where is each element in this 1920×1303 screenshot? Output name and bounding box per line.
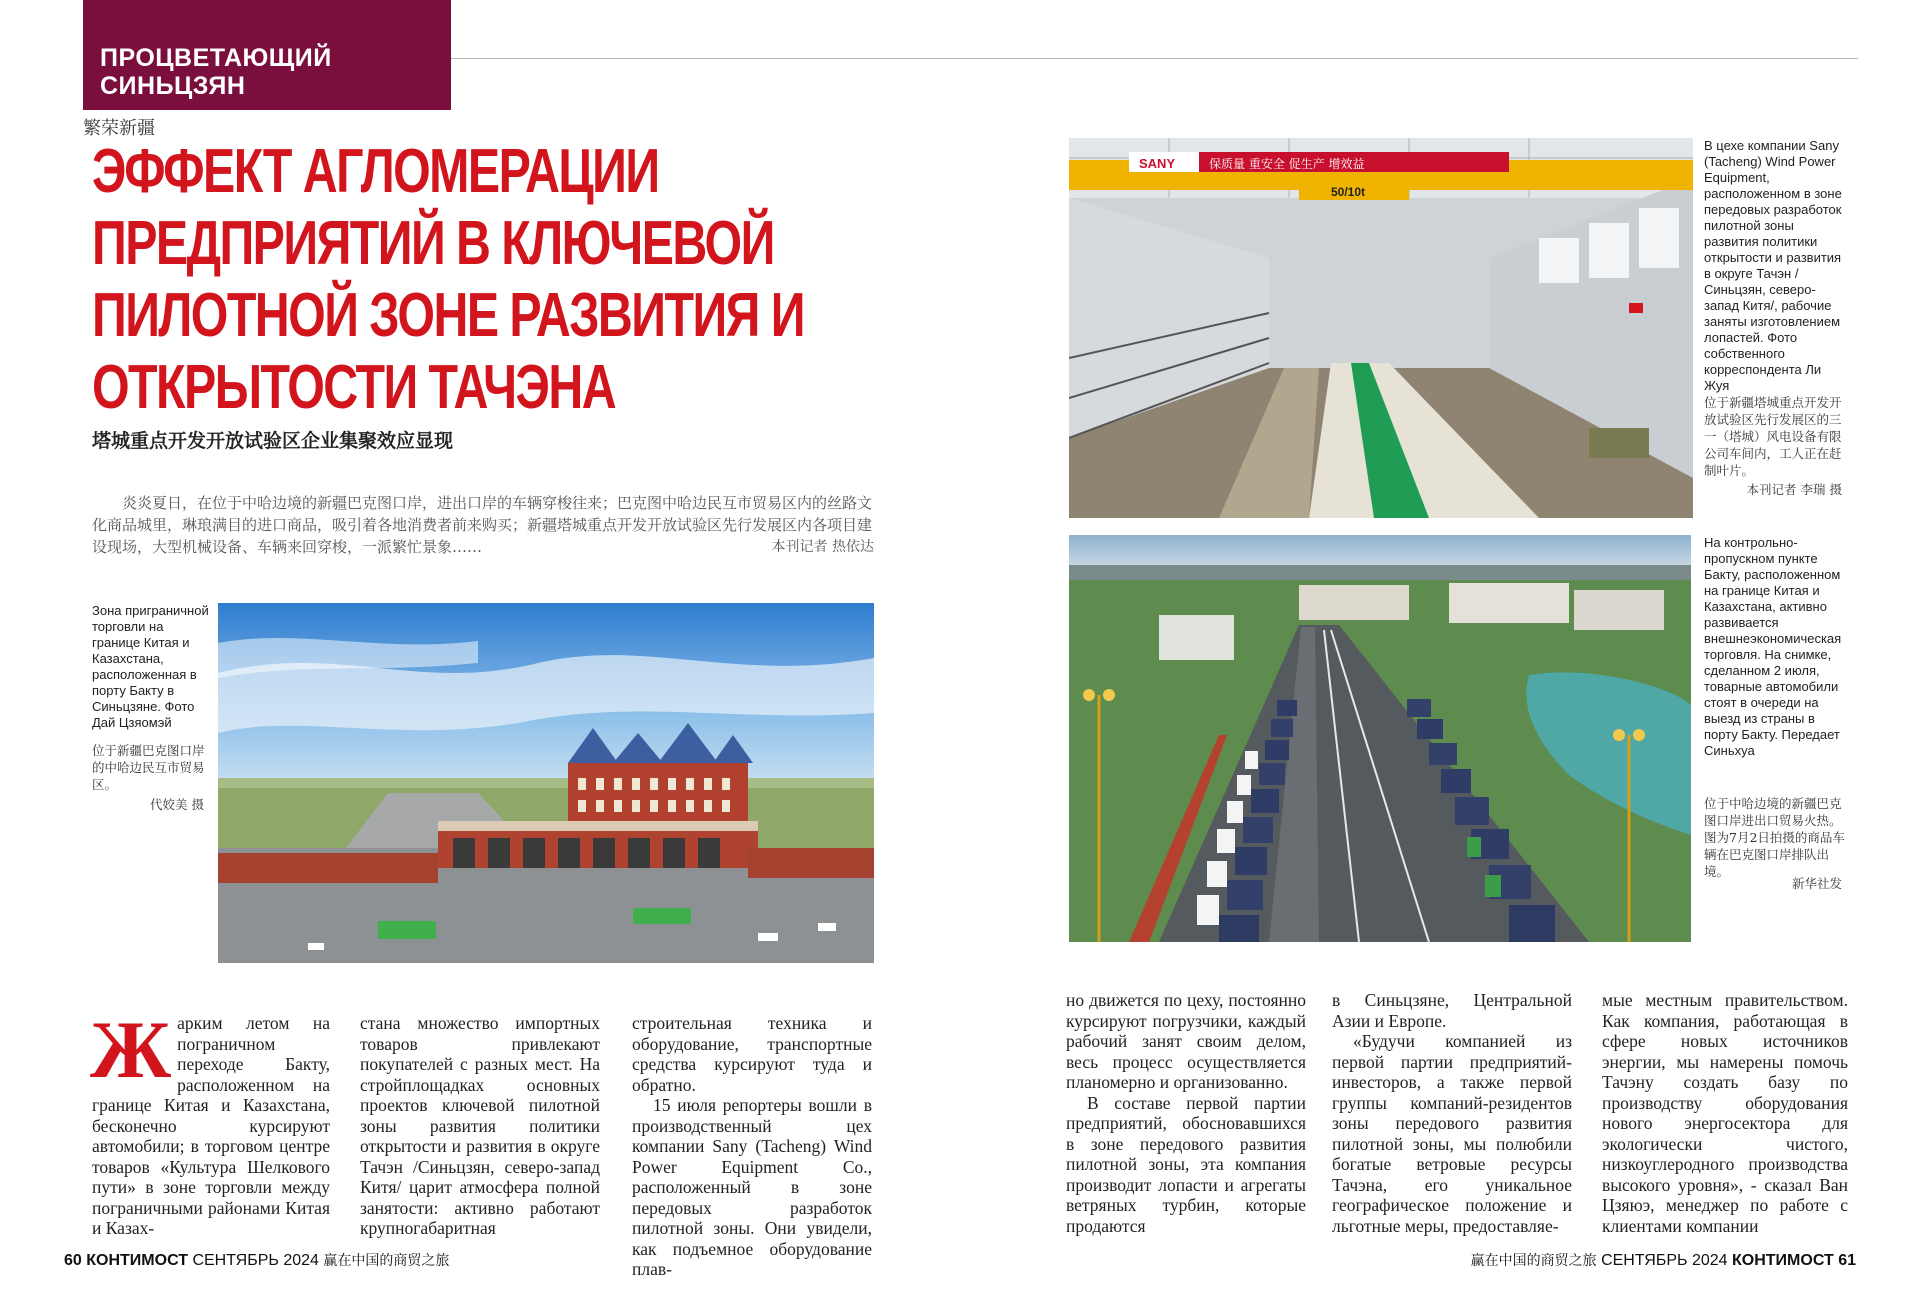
photo1-credit: 代姣美 摄 bbox=[150, 797, 204, 812]
body-column-3-paragraph-2: 15 июля репортеры вошли в производственный цех компании Sany (Tacheng) Wind Power Equipment Co., расположенный в зоне передовых разработок пилотной зоны. Они увидели, как подъемное оборудование плав- bbox=[632, 1095, 872, 1279]
intro-paragraph-cn: 炎炎夏日，在位于中哈边境的新疆巴克图口岸，进出口岸的车辆穿梭往来；巴克图中哈边民互市贸易区内的丝路文化商品城里，琳琅满目的进口商品，吸引着各地消费者前来购买；新疆塔城重点开发开放试验区先行发展区内各项目建设现场，大型机械设备、车辆来回穿梭，一派繁忙景象…… bbox=[92, 494, 873, 556]
magazine-name-left: КОНТИМОСТ bbox=[86, 1252, 188, 1269]
photo1-caption-ru: Зона приграничной торговли на границе Китая и Казахстана, расположенная в порту Бакту в Синьцзяне. Фото Дай Цзяомэй bbox=[92, 603, 209, 730]
section-title bbox=[100, 44, 332, 100]
issue-left: СЕНТЯБРЬ 2024 bbox=[192, 1252, 319, 1269]
photo2-caption-ru: В цехе компании Sany (Tacheng) Wind Power Equipment, расположенном в зоне передовых разработок пилотной зоны развития политики открытости и развития в округе Тачэн /Синьцзян, северо-запад Китя/, рабочие заняты изготовлением лопастей. Фото собственного корреспондента Ли Жуя bbox=[1704, 138, 1842, 393]
photo-border-checkpoint-image bbox=[218, 603, 874, 963]
body-column-2-text: стана множество импортных товаров привлекают покупателей с разных мест. На стройплощадках основных проектов ключевой пилотной зоны развития политики открытости и развития в округе Тачэн /Синьцзян, северо-запад Китя/ царит атмосфера полной занятости: активно работают крупногабаритная bbox=[360, 1013, 600, 1238]
headline-line-1: ЭФФЕКТ АГЛОМЕРАЦИИ bbox=[92, 137, 659, 206]
body-column-5-paragraph-1: в Синьцзяне, Центральной Азии и Европе. bbox=[1332, 990, 1572, 1031]
body-column-4 bbox=[1066, 990, 1306, 1236]
crane-label: 50/10t bbox=[1331, 185, 1366, 199]
intro-credit: 本刊记者 热依达 bbox=[771, 539, 874, 555]
photo2-credit: 本刊记者 李瑞 摄 bbox=[1746, 482, 1842, 497]
photo-wind-blade-workshop bbox=[1069, 138, 1693, 518]
article-subtitle-cn: 塔城重点开发开放试验区企业集聚效应显现 bbox=[92, 430, 454, 452]
body-column-5 bbox=[1332, 990, 1572, 1236]
body-column-6 bbox=[1602, 990, 1848, 1236]
workshop-banner: 保质量 重安全 促生产 增效益 bbox=[1209, 157, 1365, 171]
photo2-caption-cn: 位于新疆塔城重点开发开放试验区先行发展区的三一（塔城）风电设备有限公司车间内，工人正在赶制叶片。 bbox=[1704, 395, 1842, 478]
body-column-4-paragraph-2: В составе первой партии предприятий, обосновавшихся в зоне передового развития пилотной зоны, эта компания производит лопасти и агрегаты ветряных турбин, которые продаются bbox=[1066, 1092, 1306, 1236]
section-title-cn: 繁荣新疆 bbox=[83, 118, 155, 139]
photo-trucks-at-port bbox=[1069, 535, 1691, 942]
body-column-4-paragraph-1: но движется по цеху, постоянно курсируют погрузчики, каждый рабочий занят своим делом, весь процесс осуществляется планомерно и организованно. bbox=[1066, 990, 1306, 1092]
drop-cap: Ж bbox=[90, 1004, 172, 1095]
photo3-caption-cn: 位于中哈边境的新疆巴克图口岸进出口贸易火热。图为7月2日拍摄的商品车辆在巴克图口岸排队出境。 bbox=[1704, 796, 1845, 879]
photo-trucks-at-port-image bbox=[1069, 535, 1691, 942]
headline-line-2: ПРЕДПРИЯТИЙ В КЛЮЧЕВОЙ bbox=[92, 209, 774, 278]
section-title-line1: ПРОЦВЕТАЮЩИЙ bbox=[100, 44, 332, 72]
body-column-6-text: мые местным правительством. Как компания, работающая в сфере новых источников энергии, мы намерены помочь Тачэну создать базу по производству оборудования нового энергосектора для экологически чистого, низкоуглеродного производства высокого уровня», - сказал Ван Цзяюэ, менеджер по работе с клиентами компании bbox=[1602, 990, 1848, 1236]
issue-right: СЕНТЯБРЬ 2024 bbox=[1601, 1252, 1728, 1269]
body-column-5-paragraph-2: «Будучи компанией из первой партии предприятий-инвесторов, а также первой группы компаний-резидентов зоны передового развития пилотной зоны, мы полюбили богатые ветровые ресурсы Тачэна, его уникальное географическое положение и льготные меры, предоставляе- bbox=[1332, 1031, 1572, 1236]
footer-left bbox=[64, 1250, 449, 1270]
top-rule bbox=[451, 58, 1858, 59]
headline-line-4: ОТКРЫТОСТИ ТАЧЭНА bbox=[92, 353, 616, 422]
body-column-3-paragraph-1: строительная техника и оборудование, транспортные средства курсируют туда и обратно. bbox=[632, 1013, 872, 1095]
body-column-1-text: арким летом на пограничном переходе Бакту, расположенном на границе Китая и Казахстана, бесконечно курсируют автомобили; в торговом центре товаров «Культура Шелкового пути» в зоне торговли между пограничными районами Китая и Казах- bbox=[92, 1013, 330, 1238]
photo-wind-blade-workshop-image bbox=[1069, 138, 1693, 518]
footer-right bbox=[1300, 1250, 1856, 1270]
magazine-name-right: КОНТИМОСТ bbox=[1732, 1252, 1834, 1269]
page-number-right: 61 bbox=[1838, 1252, 1856, 1269]
sany-logo: SANY bbox=[1139, 156, 1176, 171]
footer-slogan-right: 赢在中国的商贸之旅 bbox=[1470, 1253, 1597, 1269]
photo3-caption-ru: На контрольно-пропускном пункте Бакту, расположенном на границе Китая и Казахстана, активно развивается внешнеэкономическая торговля. На снимке, сделанном 2 июля, товарные автомобили стоят в очереди на выезд из страны в порту Бакту. Передает Синьхуа bbox=[1704, 535, 1842, 758]
body-column-1 bbox=[90, 1004, 330, 1239]
photo1-caption-cn: 位于新疆巴克图口岸的中哈边民互市贸易区。 bbox=[92, 743, 205, 792]
section-title-line2: СИНЬЦЗЯН bbox=[100, 72, 246, 100]
photo-border-checkpoint bbox=[218, 603, 874, 963]
headline-line-3: ПИЛОТНОЙ ЗОНЕ РАЗВИТИЯ И bbox=[92, 281, 804, 350]
photo3-credit: 新华社发 bbox=[1791, 876, 1842, 891]
page-number-left: 60 bbox=[64, 1252, 82, 1269]
footer-slogan-left: 赢在中国的商贸之旅 bbox=[323, 1253, 450, 1269]
body-column-2 bbox=[360, 1013, 600, 1239]
body-column-3 bbox=[632, 1013, 872, 1280]
article-headline bbox=[92, 136, 804, 424]
